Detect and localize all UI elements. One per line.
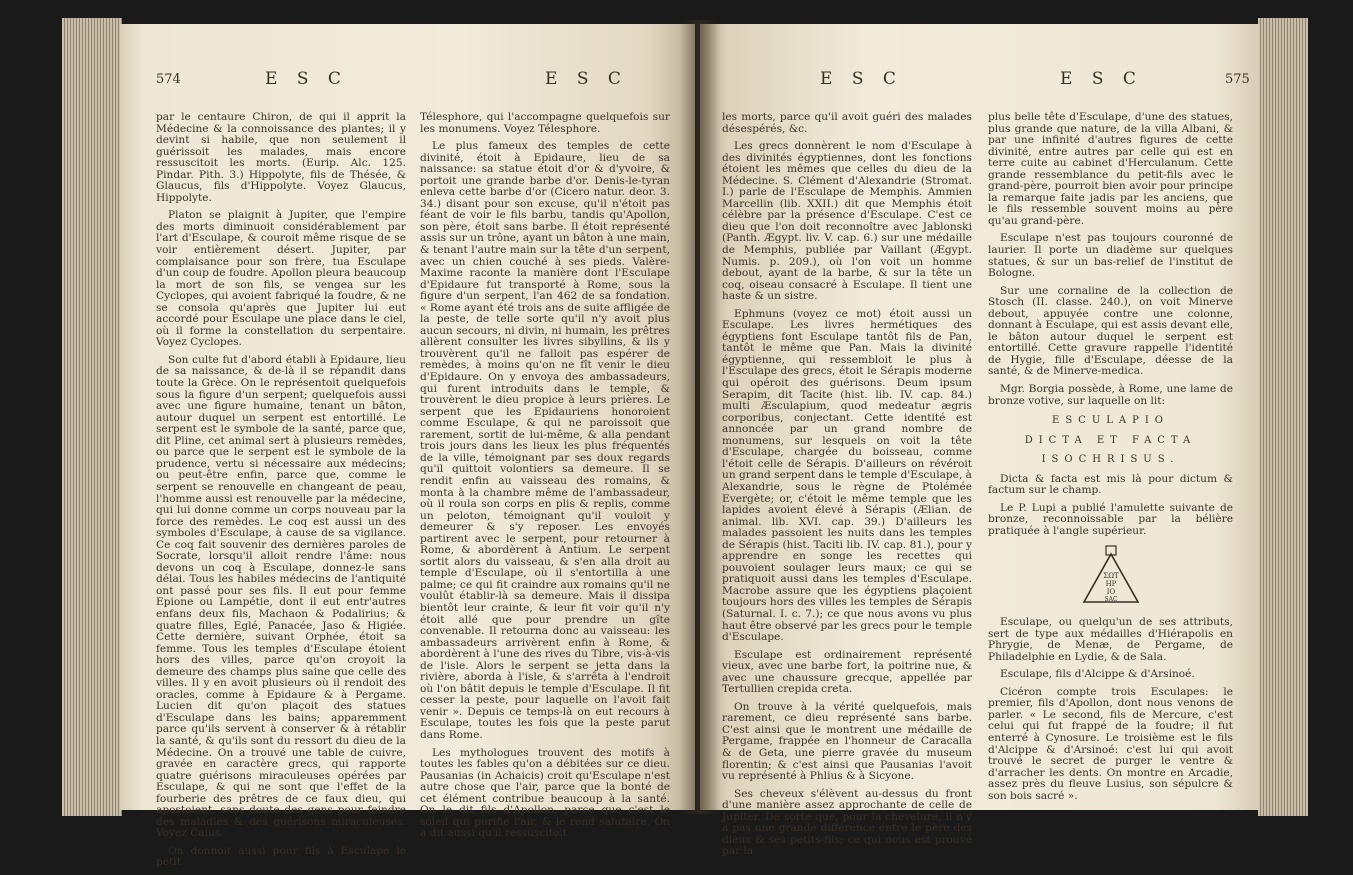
left-column-2 [420,112,670,846]
running-header-right-1: E S C [820,69,903,89]
paragraph: Les grecs donnèrent le nom d'Esculape à des divinités égyptiennes, dont les fonctions étoient les mêmes que celles du dieu de la Médecine. S. Clément d'Alexandrie (Stromat. I.) parle de l'Esculape de Memphis. Ammien Marcellin (lib. XXII.) dit que Memphis étoit célèbre par la présence d'Esculape. C'est ce dieu que l'on doit reconnoître avec Jablonski (Panth. Ægypt. liv. V. cap. 6.) sur une médaille de Memphis, publiée par Vaillant (Ægypt. Numis. p. 209.), où l'on voit un homme debout, ayant de la barbe, & sur la tête un coq, oiseau consacré à Esculape. Il tient une haste & un sistre. [722,140,972,303]
page-edges-left [62,18,122,816]
right-column-1 [722,112,972,864]
paragraph: Dicta & facta est mis là pour dictum & factum sur le champ. [988,472,1233,497]
paragraph: plus belle tête d'Esculape, d'une des statues, plus grande que nature, de la villa Albani, & par une infinité d'autres figures de cette divinité, entre autres par celle qui est en terre cuite au cabinet d'Herculanum. Cette grande ressemblance du petit-fils avec le grand-père, pourroit bien avoir pour principe la remarque faite jadis par les anciens, que le fils ressemble souvent moins au père qu'au grand-père. [988,111,1233,227]
paragraph: les morts, parce qu'il avoit guéri des malades désespérés, &c. [722,111,972,135]
paragraph: On trouve à la vérité quelquefois, mais rarement, ce dieu représenté sans barbe. C'est ainsi que le montrent une médaille de Pergame, frappée en l'honneur de Caracalla & de Geta, une pierre gravée du museum florentin; & c'est ainsi que Pausanias l'avoit vu représenté à Phlius & à Sicyone. [722,700,972,783]
paragraph: Le P. Lupi a publié l'amulette suivante de bronze, reconnoissable par la bélière pratiquée à l'angle supérieur. [988,501,1233,537]
paragraph: Ephmuns (voyez ce mot) étoit aussi un Esculape. Les livres hermétiques des égyptiens font Esculape tantôt fils de Pan, tantôt le même que Pan. Mais la divinité égyptienne, qui ressembloit le plus à l'Esculape des grecs, étoit le Sérapis moderne qui opéroit des guérisons. Deum ipsum Serapim, dit Tacite (hist. lib. IV. cap. 84.) multi Æsculapium, quod medeatur ægris corporibus, conjectant. Cette identité est annoncée par un grand nombre de monumens, sur lesquels on voit la tête d'Esculape, chargée du boisseau, comme l'étoit celle de Sérapis. D'ailleurs on révéroit un grand serpent dans le temple d'Esculape, à Alexandrie, sous le règne de Ptolémée Evergète; or, c'étoit le même temple que les lapides avoient élevé à Sérapis (Ælian. de animal. lib. XVI. cap. 39.) D'ailleurs les malades passoient les nuits dans les temples de Sérapis (hist. Taciti lib. IV. cap. 81.), pour y apprendre en songe les recettes qui pouvoient soulager leurs maux; ce qui se pratiquoit aussi dans les temples d'Esculape. Macrobe assure que les égyptiens plaçoient toujours hors des villes les temples de Sérapis (Saturnal. I. c. 7.); ce que nous avons vu plus haut être observé par les grecs pour le temple d'Esculape. [722,307,972,644]
right-page [700,24,1260,858]
paragraph: Mgr. Borgia possède, à Rome, une lame de bronze votive, sur laquelle on lit: [988,383,1233,407]
amulet-illustration [988,544,1233,610]
paragraph: Platon se plaignit à Jupiter, que l'empire des morts diminuoit considérablement par l'art d'Esculape, & couroit même risque de se voir entièrement désert. Jupiter, par complaisance pour son frère, tua Esculape d'un coup de foudre. Apollon pleura beaucoup la mort de son fils, se vengea sur les Cyclopes, qui avoient fabriqué la foudre, & ne se consola qu'après que Jupiter lui eut accordé pour Esculape une place dans le ciel, où il forme la constellation du serpentaire. Voyez Cyclopes. [156,209,406,349]
amulet-text: ΣΩΤ [1102,571,1119,580]
amulet-text: ΙΟ [1106,587,1115,596]
paragraph: Son culte fut d'abord établi à Epidaure, lieu de sa naissance, & de-là il se répandit dans toute la Grèce. On le représentoit quelquefois sous la figure d'un serpent; quelquefois aussi avec une figure humaine, tenant un bâton, autour duquel un serpent est entortillé. Le serpent est le symbole de la santé, parce que, dit Pline, cet animal sert à plusieurs remèdes, ou parce que le serpent est le symbole de la prudence, vertu si nécessaire aux médecins; ou peut-être enfin, parce que, comme le serpent se renouvelle en changeant de peau, l'homme aussi est renouvelle par la médecine, qui lui donne comme un corps nouveau par la force des remèdes. Le coq est aussi un des symboles d'Esculape, à cause de sa vigilance. Ce coq fait souvenir des dernières paroles de Socrate, lorsqu'il alloit rendre l'âme: nous devons un coq à Esculape, donnez-le sans délai. Tous les habiles médecins de l'antiquité ont passé pour ses fils. Il eut pour femme Epione ou Lampétie, dont il eut entr'autres enfans deux fils, Machaon & Podalirius; & quatre filles, Eglé, Panacée, Jaso & Higiée. Cette dernière, suivant Orphée, étoit sa femme. Tous les temples d'Esculape étoient hors des villes, parce qu'on croyoit la demeure des champs plus saine que celle des villes. Il y en avoit plusieurs où il rendoit des oracles, comme à Epidaure & à Pergame. Lucien dit qu'on plaçoit des statues d'Esculape dans les bains; apparemment parce qu'ils servent à conserver & à rétablir la santé, & qu'ils sont du ressort du dieu de la Médecine. On a trouvé une table de cuivre, gravée en caractère grecs, qui rapporte quatre guérisons miraculeuses opérées par Esculape, & qui ne sont que l'effet de la fourberie des prêtres de ce faux dieu, qui apostoient, sans doute des gens pour feindre des maladies & des guérisons miraculeuses. Voyez Caius. [156,353,406,840]
right-column-2 [988,112,1233,808]
paragraph: Ses cheveux s'élèvent au-dessus du front d'une manière assez approchante de celle de Jupiter. De sorte que, pour la chevelure, il n'y a pas une grande différence entre le père des dieux & ses petits-fils; ce qui nous est prouvé par la [722,787,972,858]
paragraph: Le plus fameux des temples de cette divinité, étoit à Epidaure, lieu de sa naissance: sa statue étoit d'or & d'yvoire, & portoit une grande barbe d'or. Denis-le-tyran enleva cette barbe d'or (Cicero natur. deor. 3. 34.) disant pour son excuse, qu'il n'étoit pas féant de voir le fils barbu, tandis qu'Apollon, son père, étoit sans barbe. Il étoit représenté assis sur un trône, ayant un bâton à une main, & tenant l'autre main sur la tête d'un serpent, avec un chien couché à ses pieds. Valère-Maxime raconte la manière dont l'Esculape d'Epidaure fut transporté à Rome, sous la figure d'un serpent, l'an 462 de sa fondation. « Rome ayant été trois ans de suite affligée de la peste, de telle sorte qu'il n'y avoit plus aucun secours, ni divin, ni humain, les prêtres allèrent consulter les livres sibyllins, & ils y trouvèrent qu'il ne falloit pas espérer de remèdes, à moins qu'on ne fît venir le dieu d'Epidaure. On y envoya des ambassadeurs, qui furent introduits dans le temple, & trouvèrent le dieu propice à leurs prières. Le serpent que les Epidauriens honoroient comme Esculape, & qui ne paroissoit que rarement, sortit de lui-même, & alla pendant trois jours dans les lieux les plus fréquentés de la ville, témoignant par ses doux regards qu'il quittoit volontiers sa demeure. Il se rendit enfin au vaisseau des romains, & monta à la chambre même de l'ambassadeur, où il roula son corps en plis & replis, comme un peloton, témoignant qu'il vouloit y demeurer & s'y reposer. Les envoyés partirent avec le serpent, pour retourner à Rome, & abordèrent à Antium. Le serpent sortit alors du vaisseau, & s'en alla droit au temple d'Esculape, où il s'entortilla à une palme; ce qui fit craindre aux romains qu'il ne voulût établir-là sa demeure. Mais il dissipa bientôt leur crainte, & leur fit voir qu'il n'y étoit allé que pour prendre un gîte convenable. Il retourna donc au vaisseau: les ambassadeurs arrivèrent enfin à Rome, & abordèrent à l'une des rives du Tibre, vis-à-vis de l'isle. Alors le serpent se jetta dans la rivière, aborda à l'isle, & s'arrêta à l'endroit où l'on bâtit depuis le temple d'Esculape. Il fit cesser la peste, pour laquelle on l'avoit fait venir ». Depuis ce temps-là on eut recours à Esculape, toutes les fois que la peste parut dans Rome. [420,140,670,741]
paragraph: Esculape, fils d'Alcippe & d'Arsinoé. [1000,668,1195,681]
inscription-line: ESCULAPIO [1052,415,1169,427]
paragraph: On donnoit aussi pour fils à Esculape le petit [156,844,406,869]
paragraph: Cicéron compte trois Esculapes: le premier, fils d'Apollon, dont nous venons de parler. « Le second, fils de Mercure, c'est celui qui fut frappé de la foudre; il fut enterré à Cynosure. Le troisième est le fils d'Alcippe & d'Arsinoé: c'est lui qui avoit trouvé le secret de purger le ventre & d'arracher les dents. On montre en Arcadie, assez près du fleuve Lusius, son sépulcre & son bois sacré ». [988,685,1233,802]
amulet-icon [1076,544,1146,606]
running-header-left-1: E S C [265,69,348,89]
paragraph: Télesphore, qui l'accompagne quelquefois sur les monumens. Voyez Télesphore. [420,111,670,135]
amulet-text: SAC [1103,595,1118,603]
paragraph: Esculape est ordinairement représenté vieux, avec une barbe fort, la poitrine nue, & avec une chaussure grecque, appellée par Tertullien crepida creta. [722,648,972,696]
left-page [120,24,695,869]
left-column-1 [156,112,406,875]
page-number-right: 575 [1225,72,1250,87]
paragraph: Les mythologues trouvent des motifs à toutes les fables qu'on a débitées sur ce dieu. Pausanias (in Achaicis) croit qu'Esculape n'est autre chose que l'air, parce que la bonté de cet élément contribue beaucoup à la santé. On le dit fils d'Apollon, parce que c'est le soleil qui purifie l'air, & le rend salutaire. On a dit aussi qu'il ressuscitoit [420,746,670,840]
book-gutter [680,20,720,814]
paragraph: Sur une cornaline de la collection de Stosch (II. classe. 240.), on voit Minerve debout, appuyée contre une colonne, donnant à Esculape, qui est assis devant elle, le bâton autour duquel le serpent est entortillé. Cette gravure rappelle l'identité de Hygie, fille d'Esculape, déesse de la santé, & de Minerve-medica. [988,284,1233,378]
inscription-line: ISOCHRISUS. [1041,454,1180,466]
amulet-text: ΗΡ [1105,579,1116,588]
paragraph: Esculape, ou quelqu'un de ses attributs, sert de type aux médailles d'Hiérapolis en Phrygie, de Menæ, de Pergame, de Philadelphie en Lydie, & de Sala. [988,616,1233,663]
page-edges-right [1258,18,1308,816]
paragraph: par le centaure Chiron, de qui il apprit la Médecine & la connoissance des plantes; il y devint si habile, que non seulement il guérissoit les malades, mais encore ressuscitoit les morts. (Eurip. Alc. 125. Pindar. Pith. 3.) Hippolyte, fils de Thésée, & Glaucus, fils d'Hippolyte. Voyez Glaucus, Hippolyte. [156,111,406,204]
running-header-right-2: E S C [1060,69,1143,89]
inscription-line: DICTA ET FACTA [1024,434,1197,446]
page-number-left: 574 [156,72,181,87]
paragraph: Esculape n'est pas toujours couronné de laurier. Il porte un diadème sur quelques statues, & sur un bas-relief de l'institut de Bologne. [988,232,1233,280]
running-header-left-2: E S C [545,69,628,89]
